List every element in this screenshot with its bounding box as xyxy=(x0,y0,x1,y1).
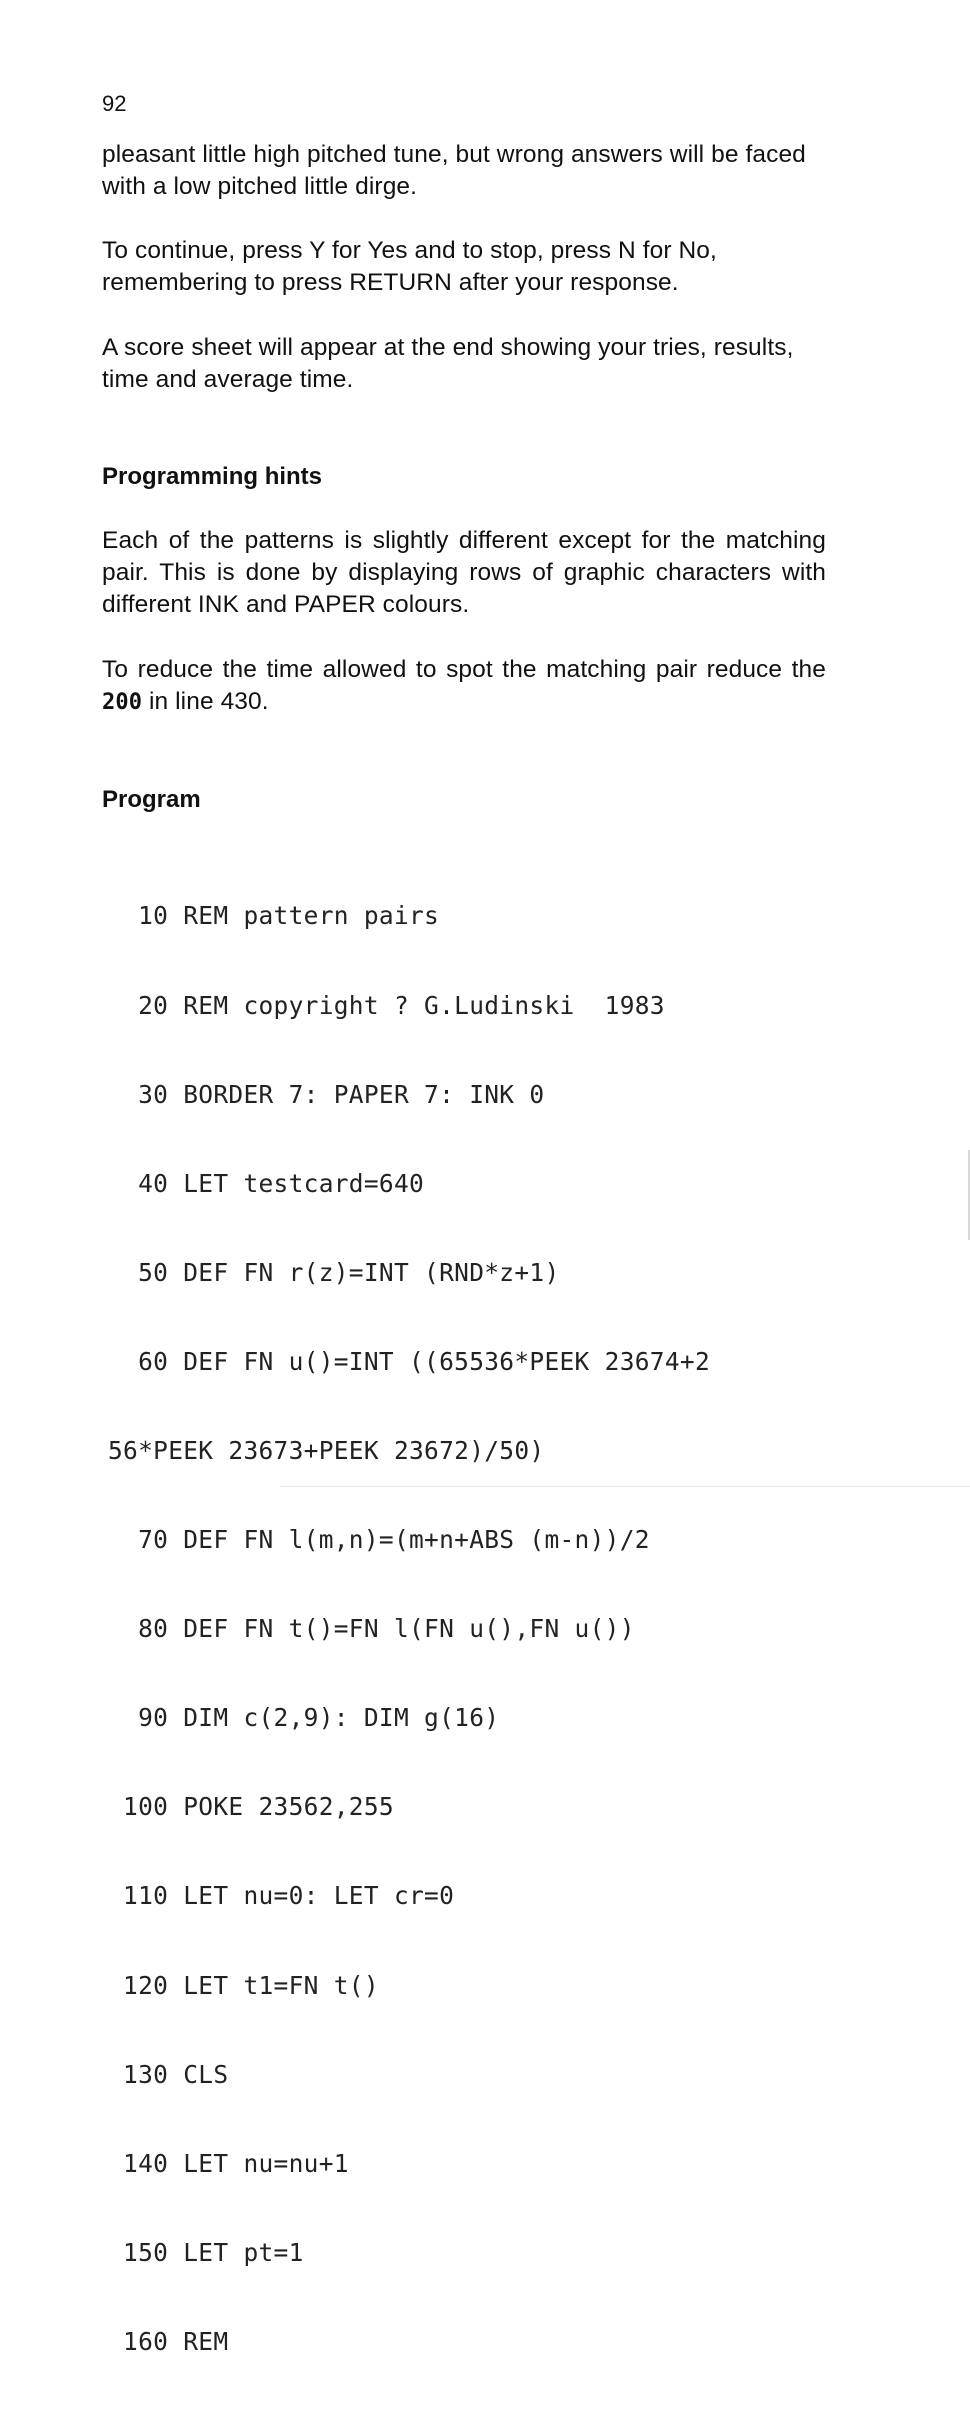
paragraph-score-sheet: A score sheet will appear at the end showing your tries, results, time and average time. xyxy=(102,334,794,393)
page-number: 92 xyxy=(102,91,127,116)
listing-line: 110 LET nu=0: LET cr=0 xyxy=(108,1881,455,1911)
listing-line: 120 LET t1=FN t() xyxy=(108,1970,379,2000)
listing-line: 70 DEF FN l(m,n)=(m+n+ABS (m-n))/2 xyxy=(108,1525,650,1555)
listing-line: 10 REM pattern pairs xyxy=(108,901,440,931)
listing-line: 160 REM xyxy=(108,2326,229,2356)
listing-line: 130 CLS xyxy=(108,2059,229,2089)
time-hint-value: 200 xyxy=(102,690,143,715)
paragraph-time-hint xyxy=(102,654,826,719)
program-listing xyxy=(108,842,710,2416)
listing-line: 140 LET nu=nu+1 xyxy=(108,2148,349,2178)
listing-line: 50 DEF FN r(z)=INT (RND*z+1) xyxy=(108,1257,560,1287)
scan-bottom-line xyxy=(280,1486,970,1487)
listing-line: 40 LET testcard=640 xyxy=(108,1168,425,1198)
paragraph-tune-description: pleasant little high pitched tune, but wrong answers will be faced with a low pitched little dirge. xyxy=(102,141,806,200)
listing-line: 20 REM copyright ? G.Ludinski 1983 xyxy=(108,990,665,1020)
listing-line: 150 LET pt=1 xyxy=(108,2237,304,2267)
listing-line: 90 DIM c(2,9): DIM g(16) xyxy=(108,1703,500,1733)
listing-line: 80 DEF FN t()=FN l(FN u(),FN u()) xyxy=(108,1614,635,1644)
heading-program: Program xyxy=(102,786,201,813)
paragraph-continue-instructions: To continue, press Y for Yes and to stop, press N for No, remembering to press RETURN after your response. xyxy=(102,237,717,296)
listing-line: 56*PEEK 23673+PEEK 23672)/50) xyxy=(108,1435,545,1465)
listing-line: 30 BORDER 7: PAPER 7: INK 0 xyxy=(108,1079,545,1109)
listing-line: 100 POKE 23562,255 xyxy=(108,1792,394,1822)
paragraph-patterns-hint: Each of the patterns is slightly different except for the matching pair. This is done by displaying rows of graphic characters with different INK and PAPER colours. xyxy=(102,527,826,618)
listing-line: 60 DEF FN u()=INT ((65536*PEEK 23674+2 xyxy=(108,1346,711,1376)
heading-programming-hints: Programming hints xyxy=(102,463,323,490)
time-hint-text-end: in line 430. xyxy=(142,688,269,715)
time-hint-text-start: To reduce the time allowed to spot the matching pair reduce the xyxy=(102,656,826,683)
